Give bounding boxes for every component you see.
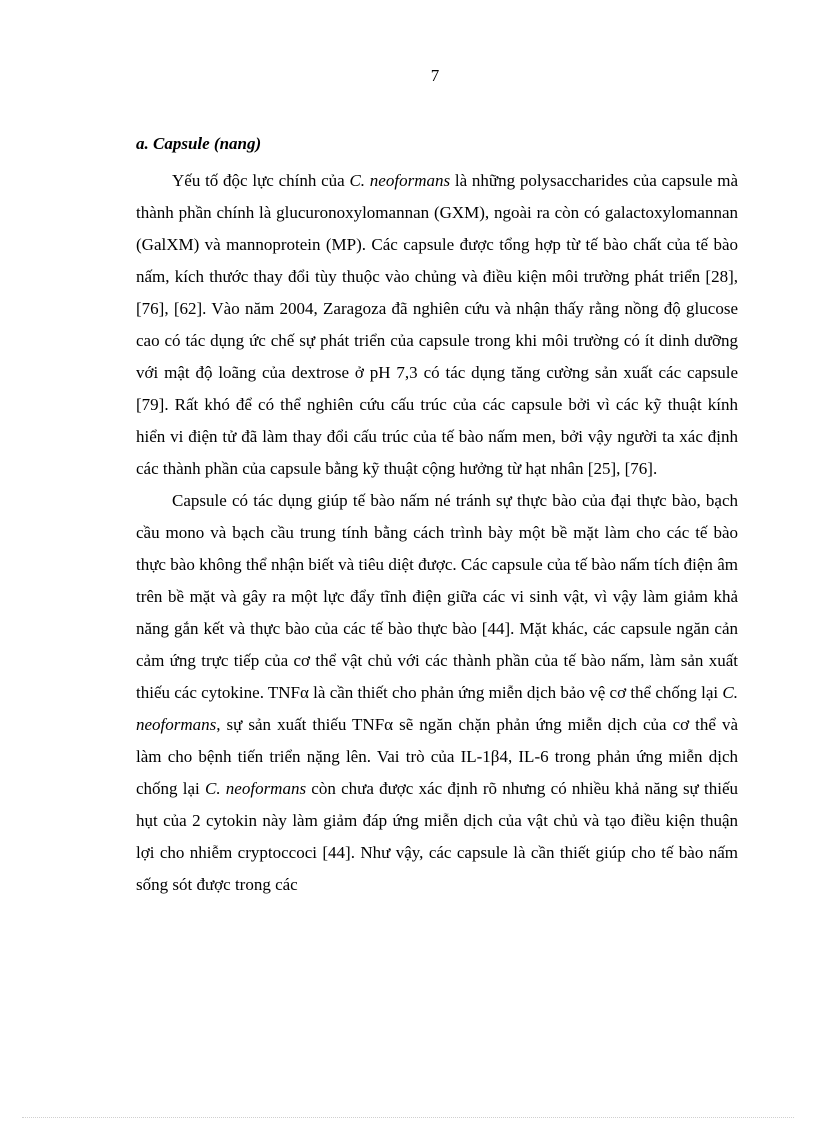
page-content <box>136 133 738 901</box>
section-heading: a. Capsule (nang) <box>136 134 262 153</box>
species-name-italic: C. neoformans <box>204 779 307 798</box>
page-bottom-edge <box>22 1117 794 1118</box>
species-name-italic: C. neoformans <box>349 171 451 190</box>
paragraph2-text-2: , sự sản xuất thiếu TNFα sẽ ngăn chặn phản ứng miễn dịch của cơ thể và làm cho bệnh tiến triển nặng lên. Vai trò của IL-1β4, IL-6 trong phản ứng miễn dịch chống lại <box>136 715 738 798</box>
paragraph2-text-1: Capsule có tác dụng giúp tế bào nấm né tránh sự thực bào của đại thực bào, bạch cầu mono và bạch cầu trung tính bằng cách trình bày một bề mặt làm cho các tế bào thực bào không thể nhận biết và tiêu diệt được. Các capsule của tế bào nấm tích điện âm trên bề mặt và gây ra một lực đẩy tĩnh điện giữa các vi sinh vật, vì vậy làm giảm khả năng gắn kết và thực bào của các tế bào thực bào [44]. Mặt khác, các capsule ngăn cản cảm ứng trực tiếp của cơ thể vật chủ với các thành phần của tế bào nấm, làm sản xuất thiếu các cytokine. TNFα là cần thiết cho phản ứng miễn dịch bảo vệ cơ thể chống lại <box>136 491 738 702</box>
paragraph1-text-1: Yếu tố độc lực chính của <box>172 171 350 190</box>
paragraph1-text-2: là những polysaccharides của capsule mà thành phần chính là glucuronoxylomannan (GXM), ngoài ra còn có galactoxylomannan (GalXM) và mannoprotein (MP). Các capsule được tổng hợp từ tế bào chất của tế bào nấm, kích thước thay đổi tùy thuộc vào chủng và điều kiện môi trường phát triển [28], [76], [62]. Vào năm 2004, Zaragoza đã nghiên cứu và nhận thấy rằng nồng độ glucose cao có tác dụng ức chế sự phát triển của capsule trong khi môi trường có ít dinh dưỡng với mật độ loãng của dextrose ở pH 7,3 có tác dụng tăng cường sản xuất các capsule [79]. Rất khó để có thể nghiên cứu cấu trúc của các capsule bởi vì các kỹ thuật kính hiển vi điện tử đã làm thay đổi cấu trúc của tế bào nấm men, bởi vậy người ta xác định các thành phần của capsule bằng kỹ thuật cộng hưởng từ hạt nhân [25], [76]. <box>136 171 738 478</box>
page-number: 7 <box>430 66 440 85</box>
paragraph2-text-3: còn chưa được xác định rõ nhưng có nhiều khả năng sự thiếu hụt của 2 cytokin này làm giảm đáp ứng miễn dịch của vật chủ và tạo điều kiện thuận lợi cho nhiễm cryptoccoci [44]. Như vậy, các capsule là cần thiết giúp cho tế bào nấm sống sót được trong các <box>136 779 738 894</box>
paragraph-capsule-function <box>136 485 738 901</box>
species-name-italic: C. neoformans <box>136 683 738 734</box>
paragraph-capsule-composition <box>136 165 738 485</box>
